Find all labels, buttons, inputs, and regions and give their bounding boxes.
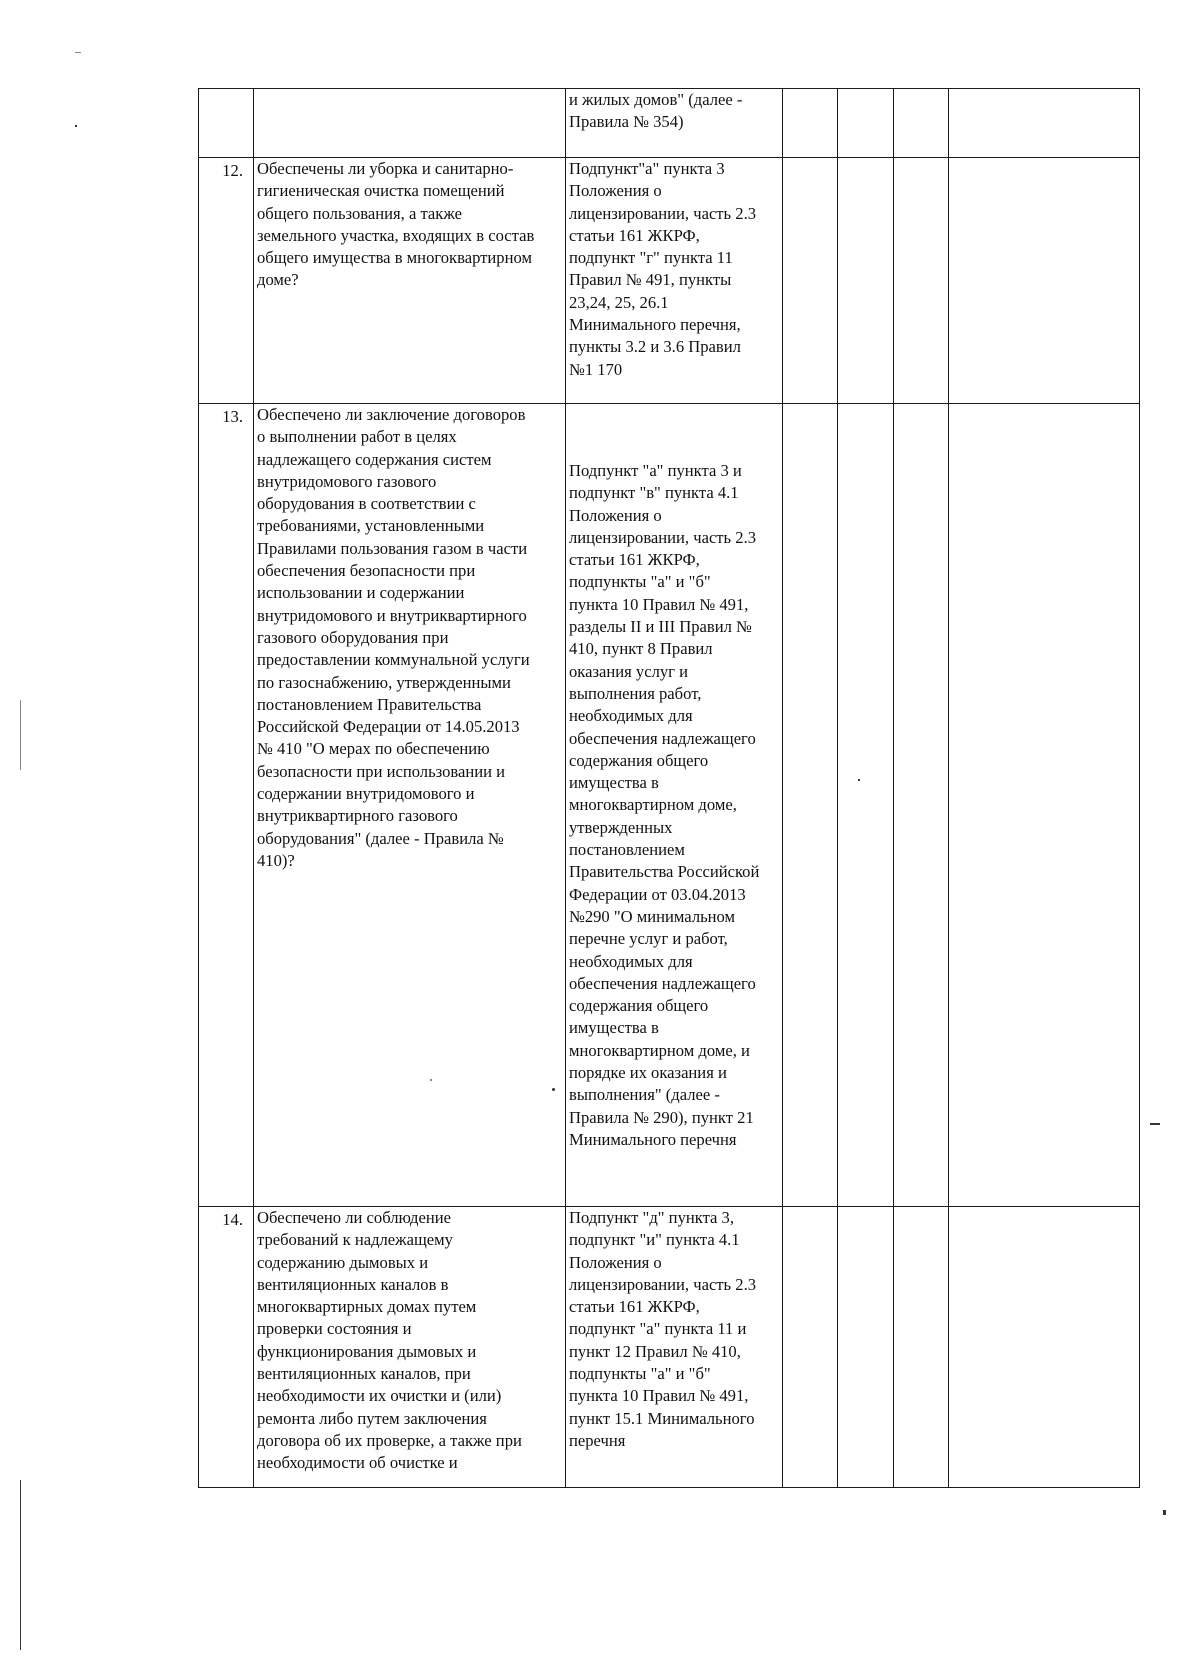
scan-mark (75, 52, 81, 53)
table-row (199, 158, 1140, 404)
scan-mark (20, 1480, 21, 1650)
table-row (199, 89, 1140, 158)
row-number: 14. (199, 1207, 254, 1488)
empty-cell (783, 1207, 838, 1488)
table-row (199, 1207, 1140, 1488)
row-number (199, 89, 254, 158)
basis-cell: и жилых домов" (далее - Правила № 354) (566, 89, 783, 158)
basis-cell: Подпункт "а" пункта 3 и подпункт "в" пункта 4.1 Положения о лицензировании, часть 2.3 статьи 161 ЖКРФ, подпункты "а" и "б" пункта 10 Правил № 491, разделы II и III Правил № 410, пункт 8 Правил оказания услуг и выполнения работ, необходимых для обеспечения надлежащего содержания общего имущества в многоквартирном доме, утвержденных постановлением Правительства Российской Федерации от 03.04.2013 №290 "О минимальном перечне услуг и работ, необходимых для обеспечения надлежащего содержания общего имущества в многоквартирном доме, и порядке их оказания и выполнения" (далее - Правила № 290), пункт 21 Минимального перечня (566, 404, 783, 1207)
question-cell (254, 89, 566, 158)
empty-cell (949, 1207, 1140, 1488)
scan-mark (75, 125, 77, 127)
scan-mark (20, 700, 21, 770)
scan-mark (430, 1079, 432, 1081)
row-number: 13. (199, 404, 254, 1207)
empty-cell (838, 89, 894, 158)
scan-mark (858, 779, 860, 781)
empty-cell (949, 158, 1140, 404)
table-row (199, 404, 1140, 1207)
empty-cell (783, 89, 838, 158)
empty-cell (838, 158, 894, 404)
empty-cell (783, 158, 838, 404)
empty-cell (894, 89, 949, 158)
question-cell: Обеспечены ли уборка и санитарно- гигиеническая очистка помещений общего пользования, а также земельного участка, входящих в состав общего имущества в многоквартирном доме? (254, 158, 566, 404)
empty-cell (894, 158, 949, 404)
question-cell: Обеспечено ли соблюдение требований к надлежащему содержанию дымовых и вентиляционных каналов в многоквартирных домах путем проверки состояния и функционирования дымовых и вентиляционных каналов, при необходимости их очистки и (или) ремонта либо путем заключения договора об их проверке, а также при необходимости об очистке и (254, 1207, 566, 1488)
scan-mark (1150, 1123, 1160, 1125)
checklist-table (198, 88, 1140, 1488)
basis-cell: Подпункт "д" пункта 3, подпункт "и" пункта 4.1 Положения о лицензировании, часть 2.3 статьи 161 ЖКРФ, подпункт "а" пункта 11 и пункт 12 Правил № 410, подпункты "а" и "б" пункта 10 Правил № 491, пункт 15.1 Минимального перечня (566, 1207, 783, 1488)
empty-cell (894, 1207, 949, 1488)
empty-cell (838, 404, 894, 1207)
scan-mark (552, 1088, 555, 1091)
row-number: 12. (199, 158, 254, 404)
scan-mark (1163, 1510, 1166, 1515)
empty-cell (838, 1207, 894, 1488)
empty-cell (949, 404, 1140, 1207)
empty-cell (783, 404, 838, 1207)
basis-cell: Подпункт"а" пункта 3 Положения о лицензировании, часть 2.3 статьи 161 ЖКРФ, подпункт "г" пункта 11 Правил № 491, пункты 23,24, 25, 26.1 Минимального перечня, пункты 3.2 и 3.6 Правил №1 170 (566, 158, 783, 404)
question-cell: Обеспечено ли заключение договоров о выполнении работ в целях надлежащего содержания систем внутридомового газового оборудования в соответствии с требованиями, установленными Правилами пользования газом в части обеспечения безопасности при использовании и содержании внутридомового и внутриквартирного газового оборудования при предоставлении коммунальной услуги по газоснабжению, утвержденными постановлением Правительства Российской Федерации от 14.05.2013 № 410 "О мерах по обеспечению безопасности при использовании и содержании внутридомового и внутриквартирного газового оборудования" (далее - Правила № 410)? (254, 404, 566, 1207)
empty-cell (949, 89, 1140, 158)
empty-cell (894, 404, 949, 1207)
